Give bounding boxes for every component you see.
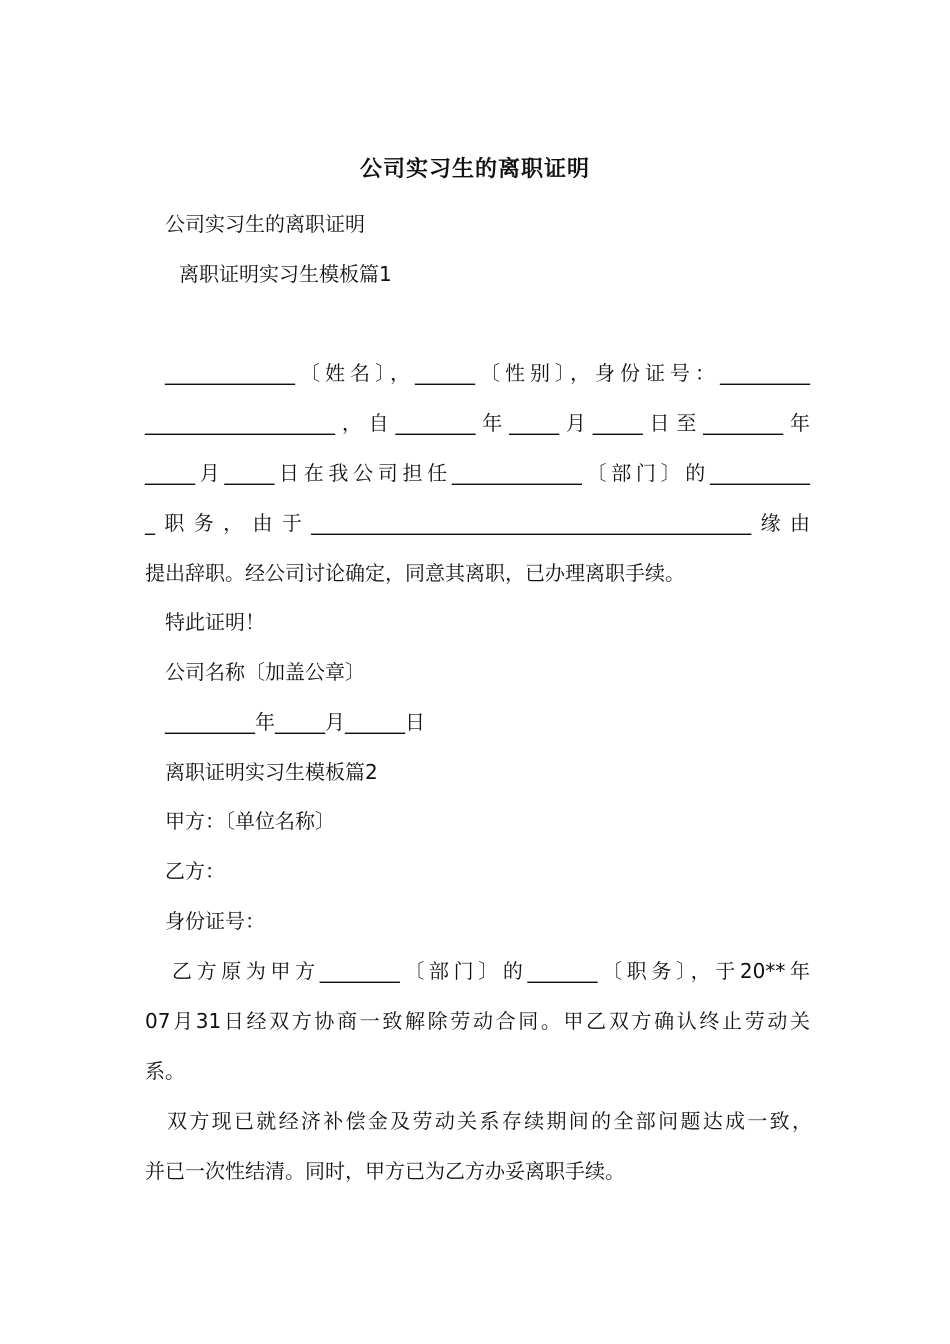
party-a-line: 甲方：〔单位名称〕 — [165, 809, 335, 833]
body-line: _职务，由于____________________________________________缘由 — [145, 511, 810, 535]
section-heading-1: 离职证明实习生模板篇1 — [179, 262, 392, 286]
certify-line: 特此证明！ — [165, 610, 265, 634]
body-line: _____________〔姓名〕，______〔性别〕，身份证号：_________ — [165, 361, 810, 385]
document-title: 公司实习生的离职证明 — [359, 157, 590, 182]
id-number-line: 身份证号： — [165, 909, 265, 933]
subtitle-line: 公司实习生的离职证明 — [165, 212, 365, 236]
body-line: 提出辞职。经公司讨论确定，同意其离职，已办理离职手续。 — [145, 561, 685, 585]
body-line: _____月_____日在我公司担任_____________〔部门〕的__________ — [145, 461, 810, 485]
body-line: 乙方原为甲方________〔部门〕的_______〔职务〕，于20**年 — [172, 959, 810, 983]
section-heading-2: 离职证明实习生模板篇2 — [165, 760, 378, 784]
body-line: 07月31日经双方协商一致解除劳动合同。甲乙双方确认终止劳动关 — [145, 1009, 810, 1033]
party-b-line: 乙方： — [165, 859, 225, 883]
company-seal-line: 公司名称〔加盖公章〕 — [165, 660, 365, 684]
body-line: 并已一次性结清。同时，甲方已为乙方办妥离职手续。 — [145, 1159, 625, 1183]
body-line: 系。 — [145, 1059, 185, 1083]
body-line: ___________________，自________年_____月_____日至________年 — [145, 411, 810, 435]
date-line: _________年_____月______日 — [165, 710, 425, 734]
body-line: 双方现已就经济补偿金及劳动关系存续期间的全部问题达成一致， — [167, 1109, 812, 1133]
